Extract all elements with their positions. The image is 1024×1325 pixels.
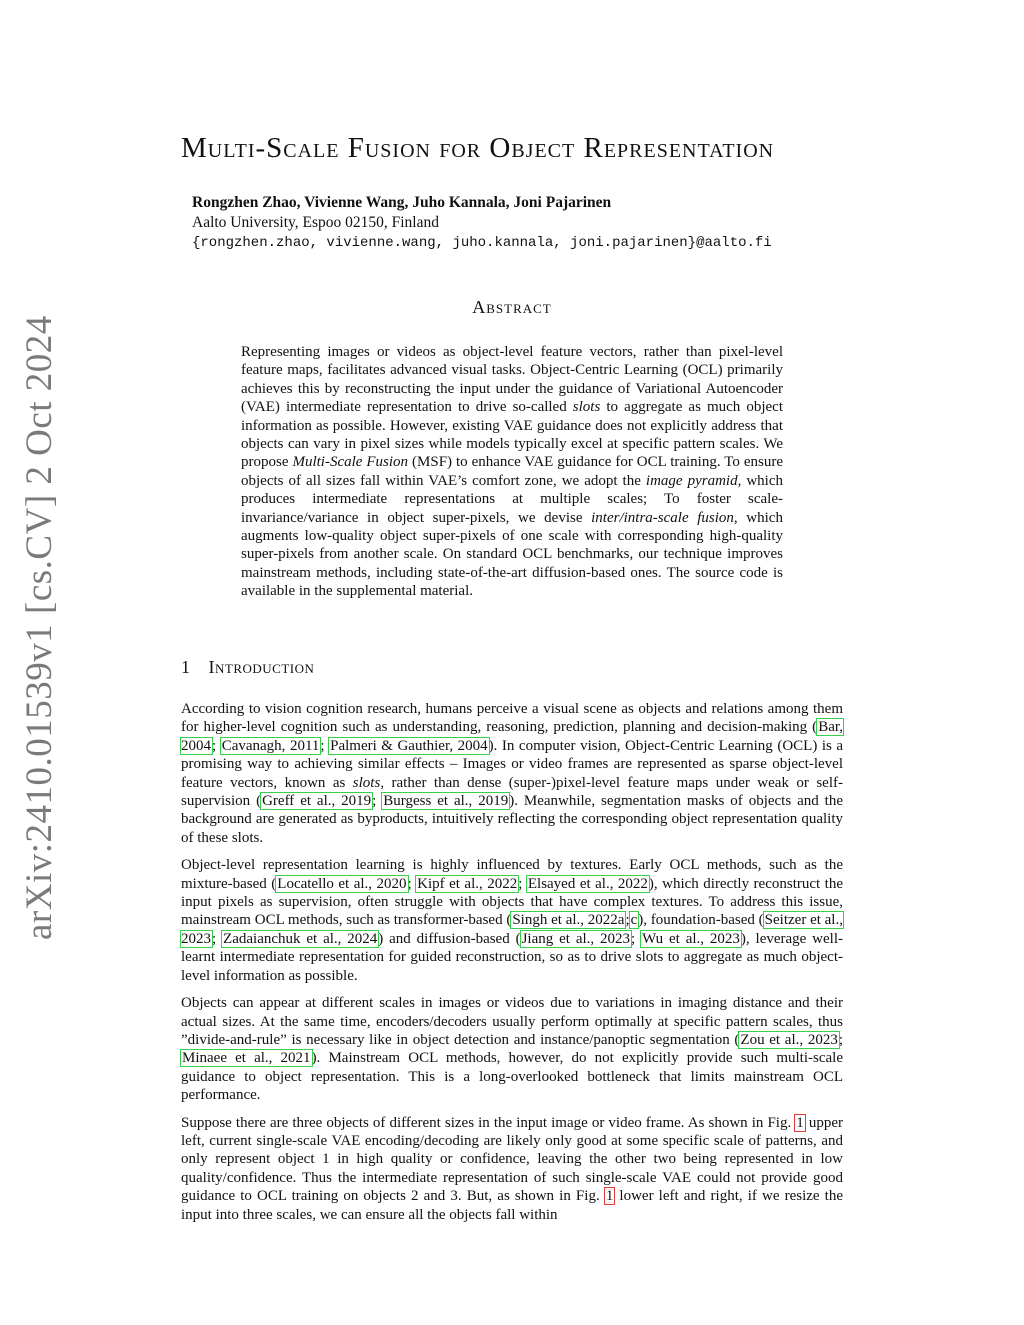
citation-link[interactable]: c <box>630 912 638 929</box>
citation-link[interactable]: Wu et al., 2023 <box>642 930 740 947</box>
text: Suppose there are three objects of different sizes in the input image or video frame. As shown in Fig. <box>181 1114 796 1131</box>
figure-reference-link[interactable]: 1 <box>796 1114 804 1131</box>
citation-link[interactable]: Kipf et al., 2022 <box>417 875 518 892</box>
paragraph <box>181 994 843 1104</box>
citation-link[interactable]: Locatello et al., 2020 <box>277 875 407 892</box>
text: ), which directly reconstruct the input pixels as supervision, often struggle with objects that have complex textures. To address this issue, mainstream OCL methods, such as transformer-based ( <box>181 875 843 929</box>
abstract-text: (MSF) to enhance VAE guidance for OCL training. To ensure objects of all sizes fall within VAE’s comfort zone, we adopt the <box>241 454 783 489</box>
text: ; <box>407 875 417 892</box>
citation-link[interactable]: Burgess et al., 2019 <box>383 793 509 810</box>
text: Object-level representation learning is highly influenced by textures. Early OCL methods, such as the mixture-based ( <box>181 857 843 892</box>
text: ; <box>212 737 221 754</box>
text: Objects can appear at different scales in images or videos due to variations in imaging distance and their actual sizes. At the same time, encoders/decoders usually perform optimally at specific pattern scales, thus ”divide-and-rule” is necessary like in object detection and instance/panoptic segmentation ( <box>181 995 843 1048</box>
text: ; <box>631 930 642 947</box>
citation-link[interactable]: Greff et al., 2019 <box>262 793 372 810</box>
text: ; <box>838 1031 843 1048</box>
abstract-emphasis: image pyramid <box>645 472 738 489</box>
section-title: Introduction <box>208 657 315 677</box>
citation-link[interactable]: Singh et al., 2022a <box>512 912 625 929</box>
abstract-text: , which augments low-quality object super-pixels of one scale with corresponding high-quality super-pixels from another scale. On standard OCL benchmarks, our technique improves mainstream methods, including state-of-the-art diffusion-based ones. The source code is available in the supplemental material. <box>241 509 783 600</box>
text: upper left, current single-scale VAE encoding/decoding are likely only good at some specific scale of patterns, and only represent object 1 in high quality or confidence, leaving the other two being represented in low quality/confidence. Thus the intermediate representation of such single-scale VAE could not provide good guidance to OCL training on objects 2 and 3. But, as shown in Fig. <box>181 1114 843 1205</box>
section-number: 1 <box>181 657 191 677</box>
citation-link[interactable]: Cavanagh, 2011 <box>221 737 320 754</box>
citation-link[interactable]: Minaee et al., 2021 <box>182 1050 311 1067</box>
citation-link[interactable]: Bar, 2004 <box>181 719 843 754</box>
citation-link[interactable]: Seitzer et al., 2023 <box>181 912 843 947</box>
abstract-text: Representing images or videos as object-level feature vectors, rather than pixel-level feature maps, facilitates advanced visual tasks. Object-Centric Learning (OCL) primarily achieves this by reconstructing the input under the guidance of Variational Autoencoder (VAE) intermediate representation to drive so-called <box>241 344 783 416</box>
abstract-emphasis: inter/intra-scale fusion <box>591 509 734 526</box>
text: ), leverage well-learnt intermediate representation for guided reconstruction, so as to drive slots to aggregate as much object-level information as possible. <box>181 930 844 984</box>
text: ). In computer vision, Object-Centric Learning (OCL) is a promising way to achieving similar effects – Images or video frames are represented as sparse object-level feature vectors, known as <box>181 737 844 791</box>
text: ) and diffusion-based ( <box>378 930 521 947</box>
arxiv-identifier-stamp: arXiv:2410.01539v1 [cs.CV] 2 Oct 2024 <box>19 315 60 940</box>
paper-title: Multi-Scale Fusion for Object Representation <box>181 132 775 164</box>
text: , rather than dense (super-)pixel-level feature maps under weak or self-supervision ( <box>181 774 843 810</box>
text: ). Meanwhile, segmentation masks of objects and the background are generated as byproducts, intuitively reflecting the corresponding object representation quality of these slots. <box>181 793 843 846</box>
text: ), foundation-based ( <box>638 912 764 929</box>
paragraph <box>181 700 843 847</box>
citation-link[interactable]: Elsayed et al., 2022 <box>527 875 648 892</box>
author-emails: {rongzhen.zhao, vivienne.wang, juho.kannala, joni.pajarinen}@aalto.fi <box>192 235 772 251</box>
author-block <box>192 193 892 253</box>
abstract-text: to aggregate as much object information as possible. However, existing VAE guidance does not explicitly address that objects can vary in pixel sizes while models typically excel at specific pattern scales. We propose <box>241 399 784 471</box>
citation-link[interactable]: Zou et al., 2023 <box>740 1031 838 1048</box>
abstract-emphasis: slots <box>572 399 601 416</box>
text: ; <box>625 912 630 929</box>
author-names: Rongzhen Zhao, Vivienne Wang, Juho Kannala, Joni Pajarinen <box>192 194 612 211</box>
abstract-emphasis: Multi-Scale Fusion <box>292 454 409 471</box>
text: ; <box>320 737 330 754</box>
section-heading-introduction <box>181 657 314 678</box>
text: ; <box>212 930 223 947</box>
text: ; <box>518 875 527 892</box>
paragraph <box>181 856 843 985</box>
abstract-body <box>241 343 783 601</box>
abstract-heading: Abstract <box>472 297 552 317</box>
emphasis: slots <box>352 774 381 791</box>
text: lower left and right, if we resize the input into three scales, we can ensure all the objects fall within <box>181 1188 843 1223</box>
introduction-body <box>181 700 843 1233</box>
author-affiliation: Aalto University, Espoo 02150, Finland <box>192 214 439 231</box>
text: ; <box>372 793 383 810</box>
citation-link[interactable]: Zadaianchuk et al., 2024 <box>223 930 378 947</box>
citation-link[interactable]: Jiang et al., 2023 <box>521 930 631 947</box>
text: According to vision cognition research, humans perceive a visual scene as objects and relations among them for higher-level cognition such as understanding, reasoning, prediction, planning and decision-making ( <box>181 701 843 736</box>
citation-link[interactable]: Palmeri & Gauthier, 2004 <box>330 737 488 754</box>
paragraph <box>181 1114 843 1224</box>
figure-reference-link[interactable]: 1 <box>605 1188 614 1205</box>
abstract-text: , which produces intermediate representations at multiple scales; To foster scale-invariance/variance in object super-pixels, we devise <box>241 472 783 526</box>
text: ). Mainstream OCL methods, however, do not explicitly provide such multi-scale guidance to object representation. This is a long-overlooked bottleneck that limits mainstream OCL performance. <box>181 1050 843 1104</box>
